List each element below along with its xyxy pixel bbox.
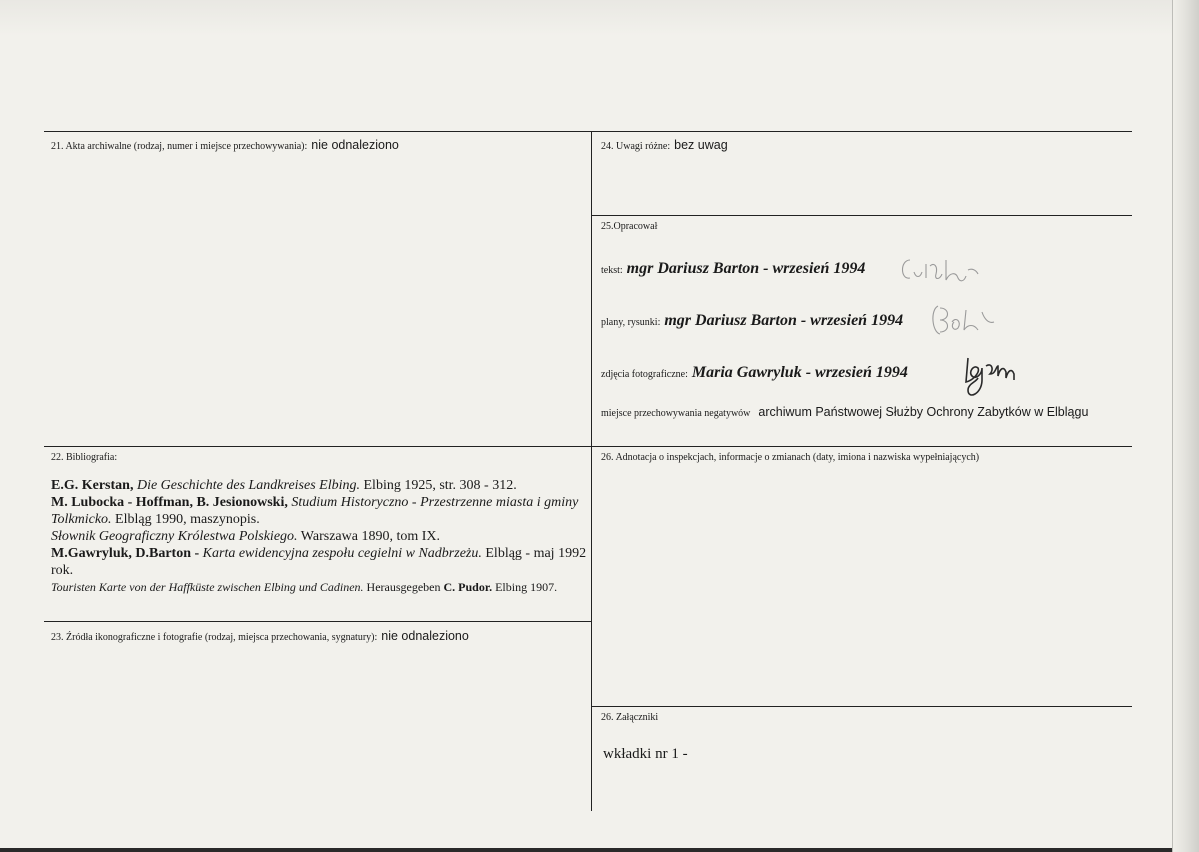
section-25-plany [601, 312, 903, 330]
section-24 [601, 136, 728, 154]
zdjecia-label: zdjęcia fotograficzne: [601, 369, 688, 380]
bibliography-entry [51, 580, 591, 594]
zdjecia-value: Maria Gawryluk - wrzesień 1994 [691, 364, 908, 381]
signature-2-icon [928, 300, 998, 340]
form-line-26-divider [591, 706, 1132, 707]
entry-rest: Elbing 1907. [492, 580, 558, 594]
entry-rest: Elbing 1925, str. 308 - 312. [360, 478, 517, 493]
bibliography-entry [51, 528, 591, 545]
plany-value: mgr Dariusz Barton - wrzesień 1994 [664, 312, 904, 329]
entry-title: Karta ewidencyjna zespołu cegielni w Nadbrzeżu. [202, 546, 482, 561]
entry-rest: Elbląg - maj 1992 rok. [51, 546, 587, 578]
entry-rest: Warszawa 1890, tom IX. [297, 529, 440, 544]
plany-label: plany, rysunki: [601, 317, 661, 328]
entry-author: M.Gawryluk, D.Barton - [51, 546, 200, 561]
section-25-miejsce [601, 403, 1088, 421]
entry-author: E.G. Kerstan, [51, 478, 134, 493]
section-25-zdjecia [601, 364, 908, 382]
form-line-center [591, 131, 592, 811]
section-23 [51, 627, 469, 645]
signature-3-icon [958, 352, 1030, 404]
section-24-label: 24. Uwagi różne: [601, 141, 671, 152]
section-26-zalaczniki-label: 26. Załączniki [601, 712, 659, 723]
entry-author: C. Pudor. [443, 580, 493, 594]
entry-title: Touristen Karte von der Haffküste zwischen Elbing und Cadinen. [51, 580, 364, 594]
bibliography-list [51, 477, 591, 594]
form-line-24-bottom [591, 215, 1132, 216]
section-21-label: 21. Akta archiwalne (rodzaj, numer i miejsce przechowywania): [51, 141, 308, 152]
section-23-value: nie odnaleziono [381, 629, 469, 643]
section-26-adnotacja-label: 26. Adnotacja o inspekcjach, informacje o zmianach (daty, imiona i nazwiska wypełniających) [601, 452, 980, 463]
section-24-value: bez uwag [674, 138, 728, 152]
tekst-value: mgr Dariusz Barton - wrzesień 1994 [626, 260, 866, 277]
entry-title: Słownik Geograficzny Królestwa Polskiego. [51, 529, 298, 544]
section-22-label: 22. Bibliografia: [51, 452, 118, 463]
bibliography-entry [51, 477, 591, 494]
bibliography-entry [51, 494, 591, 528]
section-21-value: nie odnaleziono [311, 138, 399, 152]
signature-1-icon [896, 250, 986, 286]
paper-top-edge [0, 0, 1199, 36]
entry-rest: Elbląg 1990, maszynopis. [111, 512, 260, 527]
form-line-middle [44, 446, 1132, 447]
section-25-label: 25.Opracował [601, 221, 658, 232]
form-line-22-bottom [44, 621, 592, 622]
miejsce-label: miejsce przechowywania negatywów [601, 408, 751, 419]
form-line-top [44, 131, 1132, 132]
tekst-label: tekst: [601, 265, 623, 276]
entry-mid: Herausgegeben [363, 580, 444, 594]
section-23-label: 23. Źródła ikonograficzne i fotografie (rodzaj, miejsca przechowania, sygnatury): [51, 632, 378, 643]
entry-title: Studium Historyczno - Przestrzenne miasta i gminy Tolkmicko. [51, 495, 579, 527]
entry-title: Die Geschichte des Landkreises Elbing. [136, 478, 360, 493]
section-21 [51, 136, 399, 154]
miejsce-value: archiwum Państwowej Służby Ochrony Zabytków w Elblągu [758, 405, 1089, 419]
bibliography-entry [51, 545, 591, 579]
paper-right-edge [1172, 0, 1199, 852]
entry-author: M. Lubocka - Hoffman, B. Jesionowski, [51, 495, 288, 510]
section-26-zalaczniki-value: wkładki nr 1 - [603, 746, 688, 762]
section-25-tekst [601, 260, 865, 278]
